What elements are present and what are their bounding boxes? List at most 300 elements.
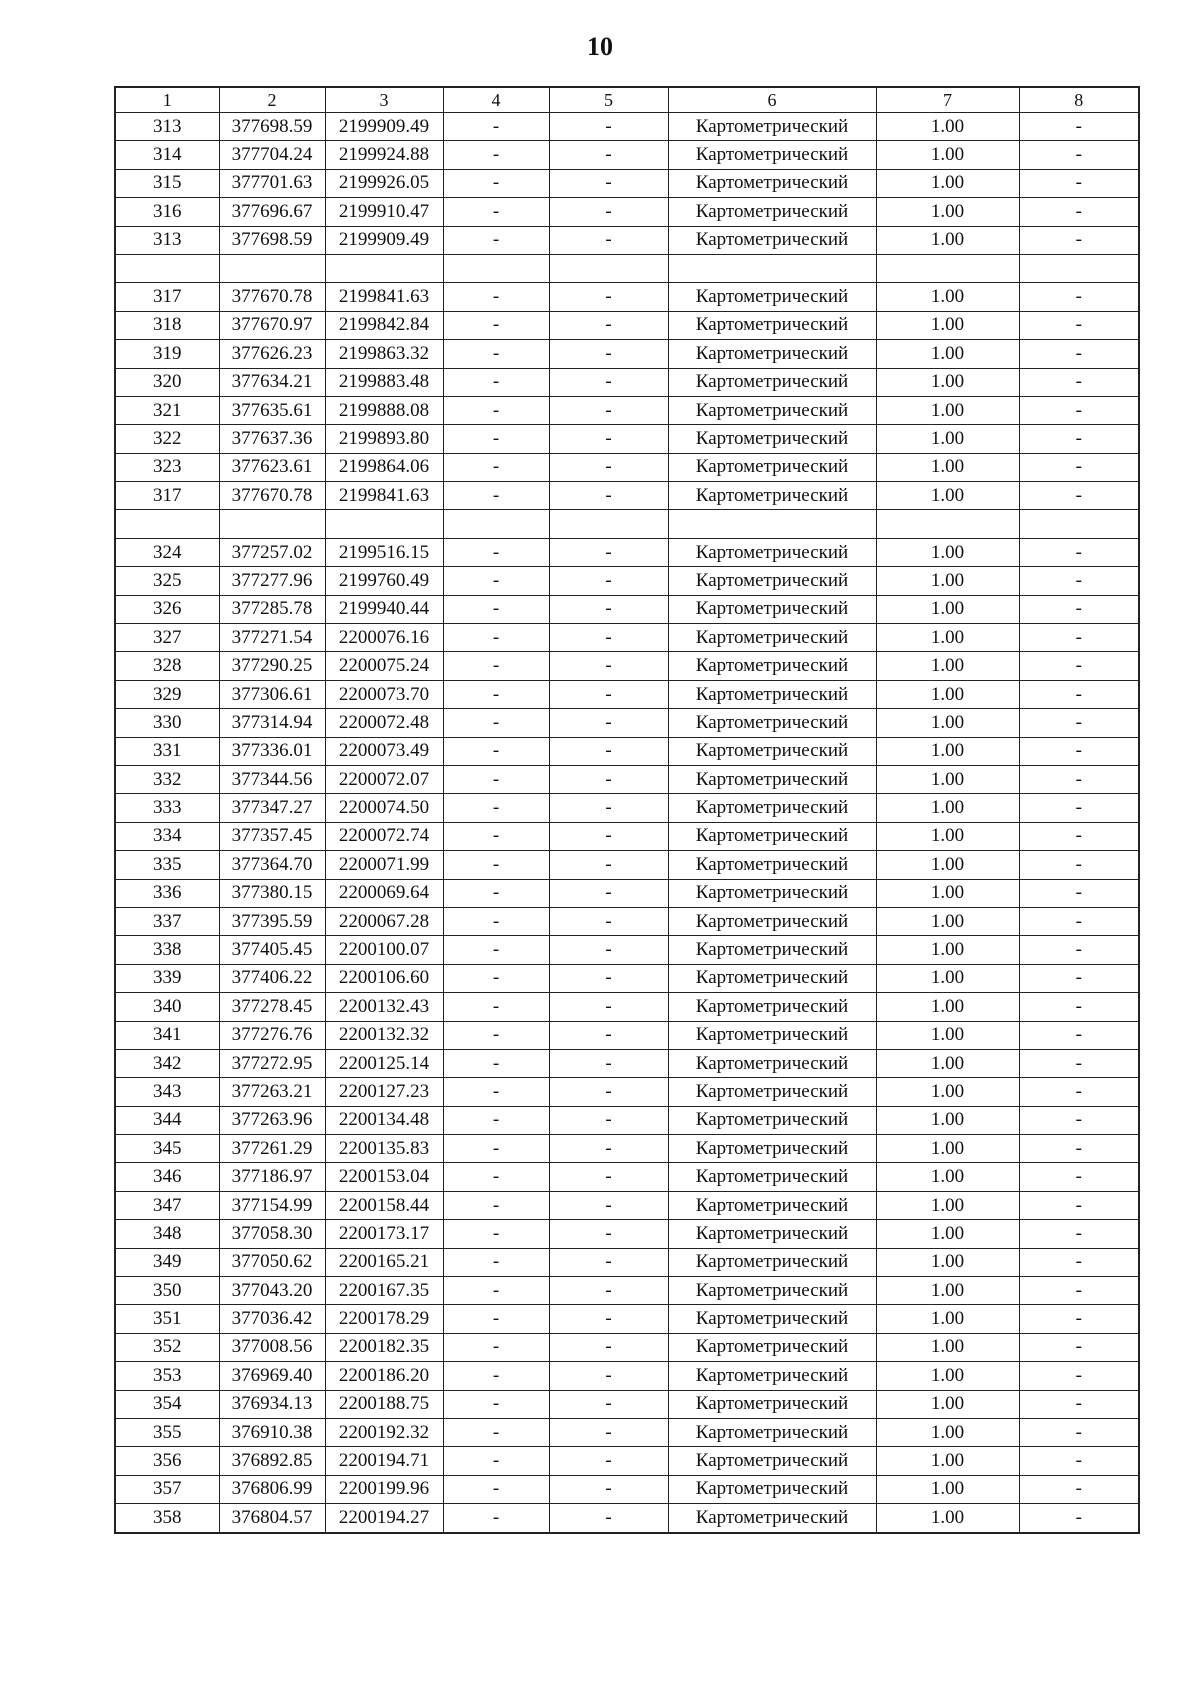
table-cell: -: [549, 1362, 668, 1390]
table-cell: -: [1019, 538, 1139, 566]
table-cell: -: [549, 1418, 668, 1446]
table-cell: 1.00: [876, 680, 1019, 708]
table-cell: 1.00: [876, 141, 1019, 169]
table-cell: -: [549, 425, 668, 453]
table-cell: -: [1019, 311, 1139, 339]
table-cell: Картометрический: [668, 1277, 876, 1305]
table-cell: -: [549, 567, 668, 595]
column-header: 5: [549, 87, 668, 113]
table-cell: -: [549, 1390, 668, 1418]
table-cell: 1.00: [876, 1191, 1019, 1219]
table-cell: -: [1019, 1362, 1139, 1390]
table-cell: -: [1019, 1475, 1139, 1503]
table-cell: -: [1019, 368, 1139, 396]
table-row: [115, 141, 1139, 169]
table-cell: 1.00: [876, 624, 1019, 652]
table-cell: Картометрический: [668, 709, 876, 737]
table-cell: 1.00: [876, 1049, 1019, 1077]
table-cell: Картометрический: [668, 283, 876, 311]
table-cell: -: [1019, 113, 1139, 141]
table-cell: 377263.96: [219, 1106, 325, 1134]
table-cell: -: [549, 1191, 668, 1219]
table-cell: -: [549, 311, 668, 339]
table-row: [115, 1390, 1139, 1418]
table-cell: -: [1019, 283, 1139, 311]
table-cell: -: [443, 680, 549, 708]
table-cell: -: [549, 709, 668, 737]
table-cell: -: [443, 1049, 549, 1077]
table-cell: 377290.25: [219, 652, 325, 680]
table-cell: -: [549, 1504, 668, 1533]
table-cell: 320: [115, 368, 219, 396]
table-cell: 2199910.47: [325, 198, 443, 226]
table-row: [115, 936, 1139, 964]
table-row: [115, 1362, 1139, 1390]
table-cell: 377154.99: [219, 1191, 325, 1219]
table-cell: Картометрический: [668, 226, 876, 254]
table-cell: 314: [115, 141, 219, 169]
table-cell: -: [443, 141, 549, 169]
table-cell: 349: [115, 1248, 219, 1276]
table-cell: 2200178.29: [325, 1305, 443, 1333]
table-cell: 1.00: [876, 538, 1019, 566]
table-row: [115, 1021, 1139, 1049]
table-cell: 377698.59: [219, 226, 325, 254]
table-cell: 377271.54: [219, 624, 325, 652]
table-cell: -: [443, 765, 549, 793]
table-cell: 313: [115, 113, 219, 141]
table-cell: -: [443, 340, 549, 368]
table-cell: 330: [115, 709, 219, 737]
table-cell: -: [443, 283, 549, 311]
table-cell: 1.00: [876, 1277, 1019, 1305]
table-cell: Картометрический: [668, 1305, 876, 1333]
table-cell: 1.00: [876, 993, 1019, 1021]
table-cell: Картометрический: [668, 1418, 876, 1446]
table-cell: Картометрический: [668, 680, 876, 708]
table-cell: 377263.21: [219, 1078, 325, 1106]
table-cell: -: [549, 794, 668, 822]
table-cell: Картометрический: [668, 538, 876, 566]
table-cell: Картометрический: [668, 482, 876, 510]
table-cell: Картометрический: [668, 595, 876, 623]
table-cell: 377306.61: [219, 680, 325, 708]
table-cell: -: [1019, 1418, 1139, 1446]
table-cell: 2200073.49: [325, 737, 443, 765]
table-row: [115, 198, 1139, 226]
table-cell: 1.00: [876, 1078, 1019, 1106]
table-cell: -: [1019, 907, 1139, 935]
table-cell: Картометрический: [668, 822, 876, 850]
table-cell: Картометрический: [668, 1504, 876, 1533]
table-cell: 1.00: [876, 340, 1019, 368]
table-cell: 326: [115, 595, 219, 623]
table-row: [115, 368, 1139, 396]
table-cell: -: [443, 1504, 549, 1533]
table-cell: 1.00: [876, 709, 1019, 737]
table-cell: -: [443, 169, 549, 197]
table-cell: Картометрический: [668, 1248, 876, 1276]
column-header: 8: [1019, 87, 1139, 113]
table-cell: 2199883.48: [325, 368, 443, 396]
empty-cell: [443, 254, 549, 282]
table-cell: -: [443, 113, 549, 141]
table-cell: 1.00: [876, 879, 1019, 907]
table-cell: 316: [115, 198, 219, 226]
table-row: [115, 652, 1139, 680]
table-cell: 2200188.75: [325, 1390, 443, 1418]
table-cell: -: [443, 538, 549, 566]
table-cell: Картометрический: [668, 1021, 876, 1049]
table-cell: 315: [115, 169, 219, 197]
table-cell: 345: [115, 1135, 219, 1163]
table-cell: -: [443, 198, 549, 226]
table-row: [115, 1447, 1139, 1475]
table-cell: 1.00: [876, 1163, 1019, 1191]
table-cell: Картометрический: [668, 453, 876, 481]
table-cell: 1.00: [876, 794, 1019, 822]
table-cell: 2200167.35: [325, 1277, 443, 1305]
empty-cell: [876, 254, 1019, 282]
table-cell: 329: [115, 680, 219, 708]
table-cell: -: [549, 765, 668, 793]
table-row: [115, 1333, 1139, 1361]
table-cell: 339: [115, 964, 219, 992]
table-cell: 2200074.50: [325, 794, 443, 822]
table-row: [115, 311, 1139, 339]
table-row: [115, 624, 1139, 652]
table-cell: 2200072.07: [325, 765, 443, 793]
table-cell: 1.00: [876, 482, 1019, 510]
table-cell: Картометрический: [668, 169, 876, 197]
table-cell: 377278.45: [219, 993, 325, 1021]
table-cell: 356: [115, 1447, 219, 1475]
table-row: [115, 482, 1139, 510]
table-cell: 352: [115, 1333, 219, 1361]
table-cell: -: [549, 198, 668, 226]
table-cell: 1.00: [876, 851, 1019, 879]
table-row: [115, 226, 1139, 254]
table-cell: 2199841.63: [325, 482, 443, 510]
table-cell: -: [443, 396, 549, 424]
table-cell: Картометрический: [668, 624, 876, 652]
table-cell: 377364.70: [219, 851, 325, 879]
table-cell: -: [1019, 1277, 1139, 1305]
table-cell: -: [549, 680, 668, 708]
table-cell: 1.00: [876, 1248, 1019, 1276]
table-cell: 2199841.63: [325, 283, 443, 311]
table-cell: 1.00: [876, 765, 1019, 793]
table-cell: 328: [115, 652, 219, 680]
table-cell: Картометрический: [668, 1362, 876, 1390]
table-cell: -: [549, 340, 668, 368]
table-cell: 377186.97: [219, 1163, 325, 1191]
table-cell: -: [443, 879, 549, 907]
table-cell: -: [443, 368, 549, 396]
table-row: [115, 1475, 1139, 1503]
table-cell: -: [1019, 1390, 1139, 1418]
table-cell: -: [549, 1475, 668, 1503]
table-cell: -: [1019, 1447, 1139, 1475]
table-cell: -: [549, 1248, 668, 1276]
table-cell: 1.00: [876, 1504, 1019, 1533]
table-cell: 376804.57: [219, 1504, 325, 1533]
table-cell: -: [1019, 709, 1139, 737]
table-cell: 2199909.49: [325, 226, 443, 254]
table-cell: -: [549, 851, 668, 879]
table-cell: 377043.20: [219, 1277, 325, 1305]
table-cell: 348: [115, 1220, 219, 1248]
table-cell: 334: [115, 822, 219, 850]
table-cell: 1.00: [876, 1135, 1019, 1163]
table-cell: 1.00: [876, 311, 1019, 339]
table-cell: Картометрический: [668, 1163, 876, 1191]
table-cell: -: [443, 1447, 549, 1475]
empty-cell: [1019, 510, 1139, 538]
table-row: [115, 1163, 1139, 1191]
table-cell: -: [443, 624, 549, 652]
table-row: [115, 709, 1139, 737]
table-cell: -: [549, 482, 668, 510]
table-cell: -: [1019, 964, 1139, 992]
table-cell: 321: [115, 396, 219, 424]
table-cell: 2199909.49: [325, 113, 443, 141]
table-cell: 377698.59: [219, 113, 325, 141]
empty-cell: [219, 254, 325, 282]
table-cell: Картометрический: [668, 1106, 876, 1134]
table-cell: 377336.01: [219, 737, 325, 765]
table-cell: 2200194.71: [325, 1447, 443, 1475]
table-cell: -: [1019, 1049, 1139, 1077]
table-cell: 376910.38: [219, 1418, 325, 1446]
table-cell: 358: [115, 1504, 219, 1533]
table-cell: -: [443, 907, 549, 935]
table-cell: Картометрический: [668, 396, 876, 424]
empty-cell: [549, 510, 668, 538]
table-cell: -: [1019, 936, 1139, 964]
table-cell: -: [1019, 680, 1139, 708]
table-cell: 377635.61: [219, 396, 325, 424]
table-row: [115, 907, 1139, 935]
table-cell: 340: [115, 993, 219, 1021]
table-cell: -: [1019, 169, 1139, 197]
table-cell: 2200173.17: [325, 1220, 443, 1248]
table-row: [115, 680, 1139, 708]
column-header: 1: [115, 87, 219, 113]
table-cell: 357: [115, 1475, 219, 1503]
table-cell: 322: [115, 425, 219, 453]
table-cell: 2200076.16: [325, 624, 443, 652]
table-cell: -: [443, 311, 549, 339]
table-cell: -: [549, 226, 668, 254]
table-cell: 377623.61: [219, 453, 325, 481]
table-cell: 377634.21: [219, 368, 325, 396]
table-cell: 377670.97: [219, 311, 325, 339]
table-cell: 347: [115, 1191, 219, 1219]
table-cell: -: [1019, 1021, 1139, 1049]
table-cell: 2200135.83: [325, 1135, 443, 1163]
table-cell: 377261.29: [219, 1135, 325, 1163]
empty-cell: [325, 510, 443, 538]
table-row: [115, 964, 1139, 992]
table-cell: -: [549, 1106, 668, 1134]
table-cell: 377637.36: [219, 425, 325, 453]
column-header: 4: [443, 87, 549, 113]
table-cell: 377272.95: [219, 1049, 325, 1077]
coordinates-table: [114, 86, 1140, 1534]
empty-cell: [115, 254, 219, 282]
group-separator-row: [115, 254, 1139, 282]
table-cell: 2199863.32: [325, 340, 443, 368]
table-cell: 1.00: [876, 198, 1019, 226]
table-cell: 2199842.84: [325, 311, 443, 339]
table-cell: 318: [115, 311, 219, 339]
table-cell: Картометрический: [668, 936, 876, 964]
table-cell: -: [1019, 765, 1139, 793]
table-cell: 1.00: [876, 567, 1019, 595]
table-cell: -: [549, 624, 668, 652]
table-cell: -: [549, 1447, 668, 1475]
table-cell: -: [1019, 425, 1139, 453]
table-cell: 1.00: [876, 1447, 1019, 1475]
table-cell: -: [549, 1078, 668, 1106]
table-cell: Картометрический: [668, 311, 876, 339]
table-cell: 1.00: [876, 1475, 1019, 1503]
table-cell: 2199926.05: [325, 169, 443, 197]
table-cell: -: [549, 141, 668, 169]
table-cell: 323: [115, 453, 219, 481]
table-cell: 2200134.48: [325, 1106, 443, 1134]
empty-cell: [549, 254, 668, 282]
table-cell: -: [1019, 822, 1139, 850]
table-cell: -: [1019, 482, 1139, 510]
table-cell: 353: [115, 1362, 219, 1390]
table-cell: 377257.02: [219, 538, 325, 566]
table-cell: 376934.13: [219, 1390, 325, 1418]
table-cell: -: [1019, 340, 1139, 368]
table-cell: -: [549, 964, 668, 992]
empty-cell: [668, 254, 876, 282]
table-cell: -: [1019, 1504, 1139, 1533]
table-cell: 1.00: [876, 652, 1019, 680]
table-cell: Картометрический: [668, 141, 876, 169]
table-cell: 377058.30: [219, 1220, 325, 1248]
table-cell: 2200127.23: [325, 1078, 443, 1106]
table-cell: 336: [115, 879, 219, 907]
table-cell: Картометрический: [668, 652, 876, 680]
table-cell: 2200100.07: [325, 936, 443, 964]
table-cell: -: [443, 822, 549, 850]
table-cell: 337: [115, 907, 219, 935]
table-cell: -: [1019, 794, 1139, 822]
table-cell: 1.00: [876, 283, 1019, 311]
table-cell: -: [1019, 226, 1139, 254]
table-cell: 2200199.96: [325, 1475, 443, 1503]
table-cell: -: [443, 1475, 549, 1503]
table-cell: Картометрический: [668, 993, 876, 1021]
table-cell: 2200069.64: [325, 879, 443, 907]
table-cell: 1.00: [876, 425, 1019, 453]
table-cell: -: [549, 1135, 668, 1163]
table-cell: -: [443, 964, 549, 992]
table-cell: -: [549, 283, 668, 311]
table-cell: -: [549, 936, 668, 964]
table-cell: 1.00: [876, 1305, 1019, 1333]
table-row: [115, 1220, 1139, 1248]
column-header: 6: [668, 87, 876, 113]
table-cell: 1.00: [876, 1362, 1019, 1390]
table-cell: 377395.59: [219, 907, 325, 935]
table-cell: -: [443, 1362, 549, 1390]
table-cell: 324: [115, 538, 219, 566]
table-cell: -: [443, 1106, 549, 1134]
table-cell: 2200186.20: [325, 1362, 443, 1390]
table-cell: 377406.22: [219, 964, 325, 992]
table-row: [115, 538, 1139, 566]
table-cell: 377670.78: [219, 482, 325, 510]
table-cell: 377276.76: [219, 1021, 325, 1049]
table-cell: 2199940.44: [325, 595, 443, 623]
table-cell: -: [1019, 141, 1139, 169]
table-cell: Картометрический: [668, 1220, 876, 1248]
table-cell: -: [443, 652, 549, 680]
table-cell: 317: [115, 482, 219, 510]
table-cell: 2200153.04: [325, 1163, 443, 1191]
column-header: 3: [325, 87, 443, 113]
table-cell: -: [1019, 1220, 1139, 1248]
column-header: 2: [219, 87, 325, 113]
table-cell: 1.00: [876, 1021, 1019, 1049]
table-cell: 2200132.32: [325, 1021, 443, 1049]
table-cell: -: [443, 1277, 549, 1305]
table-cell: 338: [115, 936, 219, 964]
table-cell: 317: [115, 283, 219, 311]
table-row: [115, 1305, 1139, 1333]
table-cell: 2200194.27: [325, 1504, 443, 1533]
table-cell: -: [549, 538, 668, 566]
table-cell: 1.00: [876, 595, 1019, 623]
table-cell: 2199888.08: [325, 396, 443, 424]
table-cell: 354: [115, 1390, 219, 1418]
table-cell: -: [443, 1078, 549, 1106]
table-row: [115, 340, 1139, 368]
table-cell: 1.00: [876, 1418, 1019, 1446]
table-cell: Картометрический: [668, 879, 876, 907]
table-cell: 331: [115, 737, 219, 765]
table-cell: 377344.56: [219, 765, 325, 793]
table-cell: 1.00: [876, 368, 1019, 396]
table-cell: 341: [115, 1021, 219, 1049]
table-row: [115, 1106, 1139, 1134]
page-number: 10: [587, 32, 613, 61]
table-cell: -: [443, 737, 549, 765]
table-cell: 377050.62: [219, 1248, 325, 1276]
table-row: [115, 453, 1139, 481]
table-cell: 2200158.44: [325, 1191, 443, 1219]
table-cell: 1.00: [876, 226, 1019, 254]
table-cell: -: [443, 453, 549, 481]
table-cell: 1.00: [876, 113, 1019, 141]
table-cell: 377357.45: [219, 822, 325, 850]
table-cell: -: [549, 1021, 668, 1049]
table-row: [115, 1078, 1139, 1106]
table-cell: 1.00: [876, 1333, 1019, 1361]
table-cell: 377314.94: [219, 709, 325, 737]
table-cell: -: [443, 851, 549, 879]
table-cell: Картометрический: [668, 1447, 876, 1475]
table-cell: 2200075.24: [325, 652, 443, 680]
table-cell: -: [1019, 879, 1139, 907]
